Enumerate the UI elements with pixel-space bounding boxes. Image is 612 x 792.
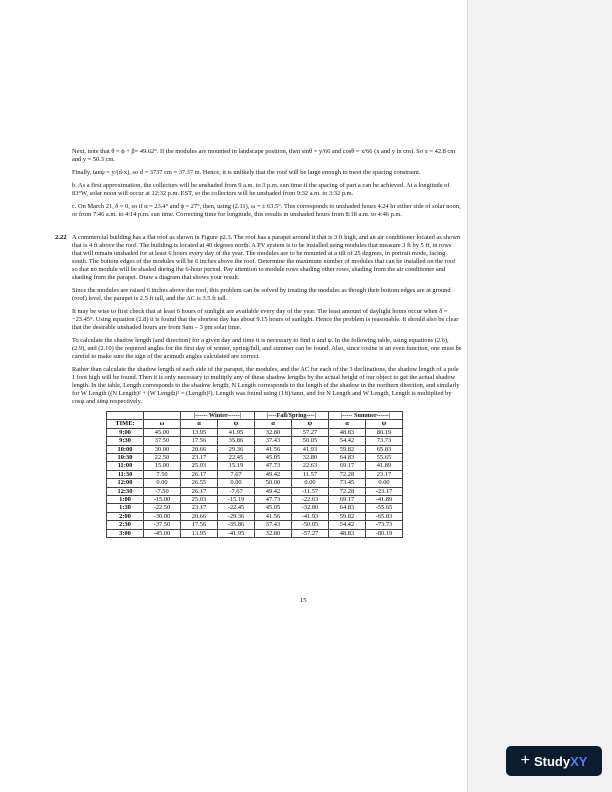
- table-header-cell: ψ: [292, 420, 329, 428]
- table-header-cell: α: [255, 420, 292, 428]
- table-cell: -15.00: [144, 496, 181, 504]
- table-row: [107, 512, 403, 520]
- table-cell: 17.56: [181, 437, 218, 445]
- table-cell: -45.00: [144, 529, 181, 537]
- table-cell: 59.82: [329, 445, 366, 453]
- table-cell: -30.00: [144, 512, 181, 520]
- table-cell: 37.50: [144, 437, 181, 445]
- table-cell: -57.27: [292, 529, 329, 537]
- table-cell: 15.19: [218, 462, 255, 470]
- table-row: [107, 470, 403, 478]
- table-header-cell: ψ: [366, 420, 403, 428]
- time-cell: 1:30: [107, 504, 144, 512]
- table-cell: 7.50: [144, 470, 181, 478]
- table-cell: 17.56: [181, 521, 218, 529]
- table-cell: 13.95: [181, 529, 218, 537]
- table-cell: 47.73: [255, 462, 292, 470]
- table-cell: 22.45: [218, 454, 255, 462]
- paragraph: Since the modules are raised 6 inches above the roof, this problem can be solved by treating the modules as though their bottom edges are at ground (roof) level, the parapet is 2.5 ft tall, and the AC is 3.5 ft tall.: [72, 287, 451, 302]
- paragraph: Next, note that θ = ϕ + β= 49.62°. If the modules are mounted in landscape position, then sinθ = y/66 and cosθ = x/66 (x and y in cm). So x = 42.8 cm and y = 50.3 cm.: [72, 148, 456, 163]
- table-cell: -41.93: [292, 512, 329, 520]
- table-row: [107, 496, 403, 504]
- problem-2-22: [55, 234, 462, 406]
- paragraph: To calculate the shadow length (and direction) for a given day and time it is necessary to find α and ψ. In the following table, using equations (2.6), (2.9), and (2.10) the required angles for the first day of winter, spring/fall, and summer can be found. Also, since cosine is an even function, one must be careful to make sure the sign of the azimuth angles calculated are correct.: [72, 337, 462, 360]
- table-cell: -11.57: [292, 487, 329, 495]
- table-cell: 47.73: [255, 496, 292, 504]
- table-cell: 49.42: [255, 470, 292, 478]
- time-cell: 2:30: [107, 521, 144, 529]
- table-cell: 48.83: [329, 529, 366, 537]
- time-cell: 2:00: [107, 512, 144, 520]
- table-cell: 57.27: [292, 428, 329, 436]
- table-cell: 41.93: [292, 445, 329, 453]
- table-cell: 20.66: [181, 512, 218, 520]
- time-cell: 12:30: [107, 487, 144, 495]
- paragraph: Finally, tanψ = y/(d-x), so d = 3737 cm = 37.37 m. Hence, it is unlikely that the roof will be large enough to meet the spacing constraint.: [72, 169, 421, 176]
- table-cell: 7.67: [218, 470, 255, 478]
- table-cell: 80.19: [366, 428, 403, 436]
- table-cell: -22.63: [292, 496, 329, 504]
- table-cell: -15.19: [218, 496, 255, 504]
- time-cell: 11:00: [107, 462, 144, 470]
- table-header-cell: α: [181, 420, 218, 428]
- table-cell: 35.86: [218, 437, 255, 445]
- table-cell: -41.89: [366, 496, 403, 504]
- table-header-cell: TIME:: [107, 420, 144, 428]
- paragraph: b. As a first approximation, the collectors will be unshaded from 9 a.m. to 3 p.m. sun time if the spacing of part a can be achieved. At a longitude of 83°W, solar noon will occur at 12:32 p.m. EST, so the collectors will be unshaded from 9:32 a.m. to 3:32 p.m.: [72, 182, 450, 197]
- table-cell: 37.43: [255, 437, 292, 445]
- table-header-cell: ω: [144, 420, 181, 428]
- table-cell: 54.42: [329, 437, 366, 445]
- table-cell: 59.82: [329, 512, 366, 520]
- angle-table: [106, 411, 403, 538]
- time-cell: 1:00: [107, 496, 144, 504]
- table-cell: 72.28: [329, 470, 366, 478]
- table-row: [107, 479, 403, 487]
- table-cell: -65.83: [366, 512, 403, 520]
- table-cell: 72.28: [329, 487, 366, 495]
- table-cell: -23.17: [366, 487, 403, 495]
- time-cell: 10:00: [107, 445, 144, 453]
- table-row: [107, 437, 403, 445]
- table-cell: -50.05: [292, 521, 329, 529]
- table-cell: -35.86: [218, 521, 255, 529]
- table-cell: 64.83: [329, 504, 366, 512]
- table-cell: 48.83: [329, 428, 366, 436]
- table-cell: 26.17: [181, 470, 218, 478]
- table-cell: 64.83: [329, 454, 366, 462]
- table-cell: 0.00: [292, 479, 329, 487]
- table-cell: 41.56: [255, 445, 292, 453]
- table-cell: 41.89: [366, 462, 403, 470]
- table-cell: 50.00: [255, 479, 292, 487]
- table-cell: 54.42: [329, 521, 366, 529]
- table-cell: 45.05: [255, 454, 292, 462]
- badge-name-part1: Study: [533, 753, 571, 769]
- table-cell: 26.55: [181, 479, 218, 487]
- table-cell: 23.17: [181, 504, 218, 512]
- table-cell: -7.50: [144, 487, 181, 495]
- table-cell: 73.73: [366, 437, 403, 445]
- table-cell: 22.63: [292, 462, 329, 470]
- table-row: [107, 529, 403, 537]
- time-cell: 10:30: [107, 454, 144, 462]
- table-cell: -37.50: [144, 521, 181, 529]
- group-fall-spring: |----Fall/Spring----|: [255, 412, 329, 420]
- table-cell: -7.67: [218, 487, 255, 495]
- table-cell: -55.65: [366, 504, 403, 512]
- table-cell: -22.45: [218, 504, 255, 512]
- table-row: [107, 428, 403, 436]
- table-cell: 11.57: [292, 470, 329, 478]
- table-cell: 32.80: [255, 529, 292, 537]
- table-cell: 25.03: [181, 496, 218, 504]
- table-cell: 73.45: [329, 479, 366, 487]
- table-cell: 13.95: [181, 428, 218, 436]
- time-cell: 3:00: [107, 529, 144, 537]
- paragraph: c. On March 21, δ = 0, so if α = 23.4° and ϕ = 27°, then, using (2.11), ω = ± 63.5°. This corresponds to unshaded hours 4.24 hr either side of solar noon, or from 7:46 a.m. to 4:14 p.m. sun time. Correcting time for longitude, this results in unshaded hours from 8:18 a.m. to 4:46 p.m.: [72, 203, 461, 218]
- page-number: 15: [300, 597, 307, 604]
- table-cell: -29.36: [218, 512, 255, 520]
- table-cell: 41.56: [255, 512, 292, 520]
- table-cell: 0.00: [144, 479, 181, 487]
- table-cell: 69.17: [329, 496, 366, 504]
- table-cell: 32.80: [292, 454, 329, 462]
- paragraph: A commercial building has a flat roof as shown in Figure p2.3. The roof has a parapet around it that is 3 ft high, and an air conditioner located as shown that is 4 ft above the roof. The building is located at 40 degrees north. A PV system is to be installed using modules that measure 3 ft by 5 ft, in rows that will remain unshaded for at least 6 hours every day of the year. The modules are to be mounted at a tilt of 25 degrees, in portrait mode, facing south. The bottom edges of the modules will be 6 inches above the roof. Determine the maximum number of modules that can be installed on the roof so that no module will be shaded during the 6-hour period. Pay attention to module rows shading other rows, shading from the air conditioner and shading from the parapet. Draw a diagram that shows your result.: [72, 234, 461, 281]
- studyxy-badge[interactable]: [506, 746, 602, 776]
- table-row: [107, 504, 403, 512]
- paragraph: It may be wise to first check that at least 6 hours of sunlight are available every day of the year. The least amount of daylight hours occur when δ = −23.45°. Using equation (2.8) it is found that the shortest day has about 9.15 hours of sunlight. Hence the problem is reasonable. It should also be clear that the desirable unshaded hours are from 9am – 3 pm solar time.: [72, 308, 459, 331]
- table-cell: 69.17: [329, 462, 366, 470]
- table-cell: -22.50: [144, 504, 181, 512]
- document-content: [55, 148, 462, 538]
- table-cell: 23.17: [181, 454, 218, 462]
- table-cell: 20.66: [181, 445, 218, 453]
- table-cell: 65.83: [366, 445, 403, 453]
- table-row: [107, 454, 403, 462]
- table-cell: -41.95: [218, 529, 255, 537]
- table-cell: 50.05: [292, 437, 329, 445]
- group-winter: |------ Winter------|: [181, 412, 255, 420]
- table-cell: 0.00: [218, 479, 255, 487]
- table-cell: 23.17: [366, 470, 403, 478]
- time-cell: 9:00: [107, 428, 144, 436]
- table-header-cell: α: [329, 420, 366, 428]
- problem-number: 2.22: [55, 234, 67, 241]
- table-header-row: [107, 420, 403, 428]
- time-cell: 11:30: [107, 470, 144, 478]
- table-cell: 45.00: [144, 428, 181, 436]
- table-cell: 49.42: [255, 487, 292, 495]
- table-cell: 32.80: [255, 428, 292, 436]
- plus-icon: +: [520, 752, 530, 769]
- table-cell: -73.73: [366, 521, 403, 529]
- paragraph: Rather than calculate the shadow length of each side of the parapet, the modules, and the AC for each of the 3 declinations, the shadow length of a pole 1 foot high will be found. Then it is only necessary to multiply any of these shadow lengths by the actual height of our object to get the actual shadow length. In the table, Length corresponds to the shadow length, N Length corresponds to the length of the shadow in the northern direction, and similarly for W Length ((N Length)² + (W Length)² = (Length)²). Length was found using (1ft)/tanα, and for N Length and W Length, Length is multiplied by cosψ and sinψ respectively.: [72, 366, 460, 405]
- table-cell: 29.36: [218, 445, 255, 453]
- table-row: [107, 445, 403, 453]
- table-cell: 45.05: [255, 504, 292, 512]
- time-cell: 12:00: [107, 479, 144, 487]
- badge-name-part2: XY: [570, 753, 588, 769]
- group-summer: |----- Summer------|: [329, 412, 403, 420]
- table-cell: 55.65: [366, 454, 403, 462]
- table-cell: 22.50: [144, 454, 181, 462]
- time-cell: 9:30: [107, 437, 144, 445]
- table-cell: -32.80: [292, 504, 329, 512]
- table-row: [107, 462, 403, 470]
- table-cell: 15.00: [144, 462, 181, 470]
- table-cell: 25.03: [181, 462, 218, 470]
- table-row: [107, 487, 403, 495]
- comment-sidebar: [467, 0, 612, 792]
- table-header-cell: ψ: [218, 420, 255, 428]
- table-cell: 26.17: [181, 487, 218, 495]
- table-cell: -80.19: [366, 529, 403, 537]
- table-cell: 41.95: [218, 428, 255, 436]
- table-cell: 0.00: [366, 479, 403, 487]
- table-cell: 37.43: [255, 521, 292, 529]
- table-cell: 30.00: [144, 445, 181, 453]
- table-row: [107, 521, 403, 529]
